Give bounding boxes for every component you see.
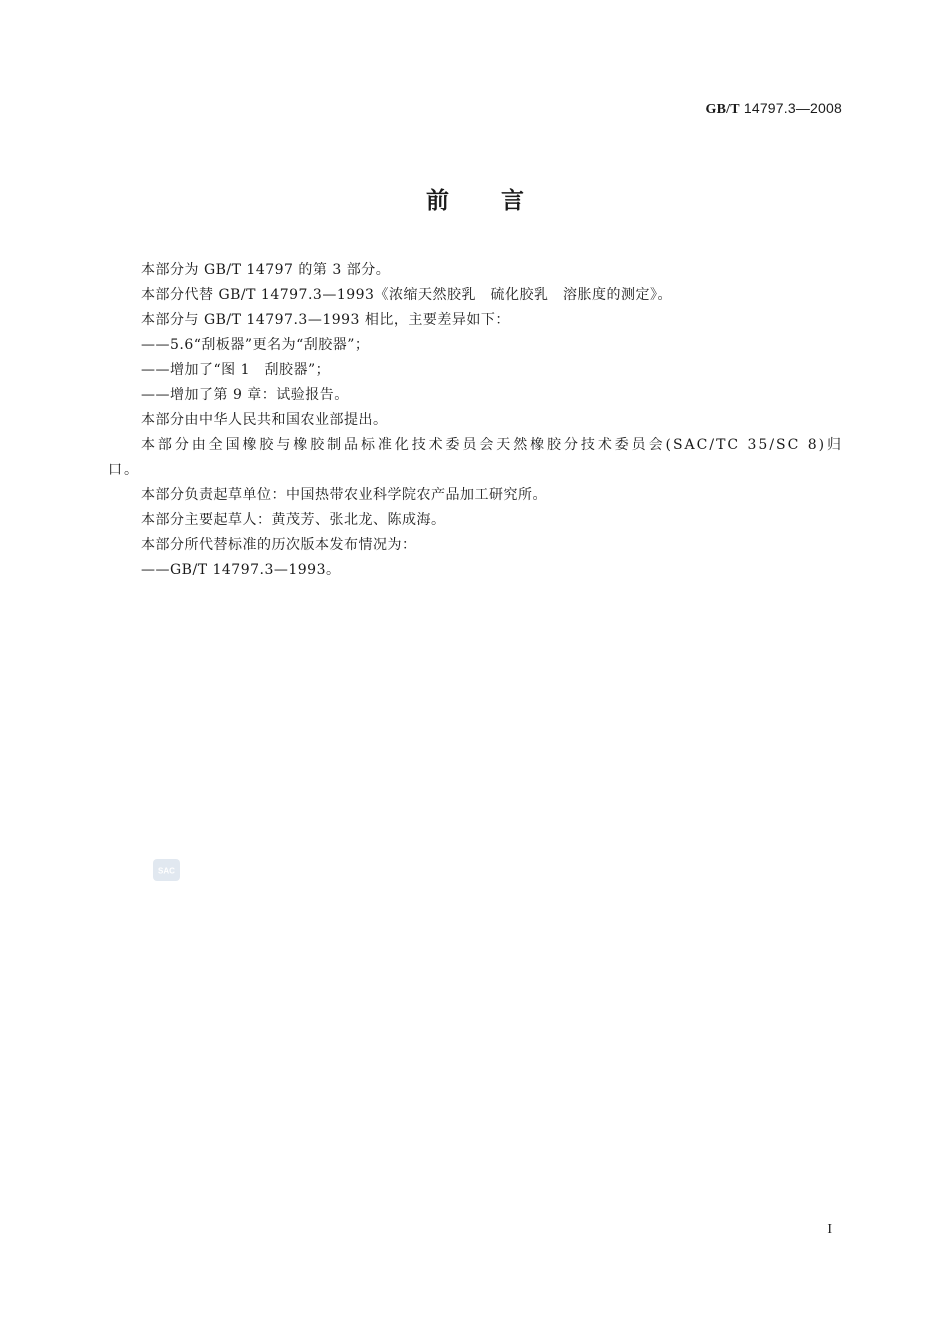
list-item: ——增加了第 9 章：试验报告。 [141, 387, 349, 403]
page-number: I [827, 1222, 832, 1237]
sac-watermark-text: SAC [158, 866, 175, 876]
paragraph: 本部分为 GB/T 14797 的第 3 部分。 [141, 262, 391, 278]
list-item: ——增加了“图 1 刮胶器”； [141, 362, 331, 378]
paragraph: 本部分所代替标准的历次版本发布情况为： [141, 537, 417, 553]
list-item: ——5.6“刮板器”更名为“刮胶器”； [141, 337, 370, 353]
standard-number [705, 100, 842, 118]
paragraph: 本部分由全国橡胶与橡胶制品标准化技术委员会天然橡胶分技术委员会(SAC/TC 35/SC 8)归口。 [108, 437, 843, 478]
list-item: ——GB/T 14797.3—1993。 [141, 562, 341, 578]
standard-prefix: GB/T [705, 102, 740, 117]
page-title: 前言 [426, 188, 576, 214]
paragraph: 本部分代替 GB/T 14797.3—1993《浓缩天然胶乳 硫化胶乳 溶胀度的测定》。 [141, 287, 672, 303]
paragraph: 本部分由中华人民共和国农业部提出。 [141, 412, 388, 428]
paragraph: 本部分负责起草单位：中国热带农业科学院农产品加工研究所。 [141, 487, 547, 503]
standard-code: 14797.3—2008 [743, 100, 842, 116]
paragraph: 本部分主要起草人：黄茂芳、张北龙、陈成海。 [141, 512, 446, 528]
foreword-body [108, 258, 843, 583]
sac-watermark-logo [153, 859, 180, 881]
paragraph: 本部分与 GB/T 14797.3—1993 相比，主要差异如下： [141, 312, 510, 328]
